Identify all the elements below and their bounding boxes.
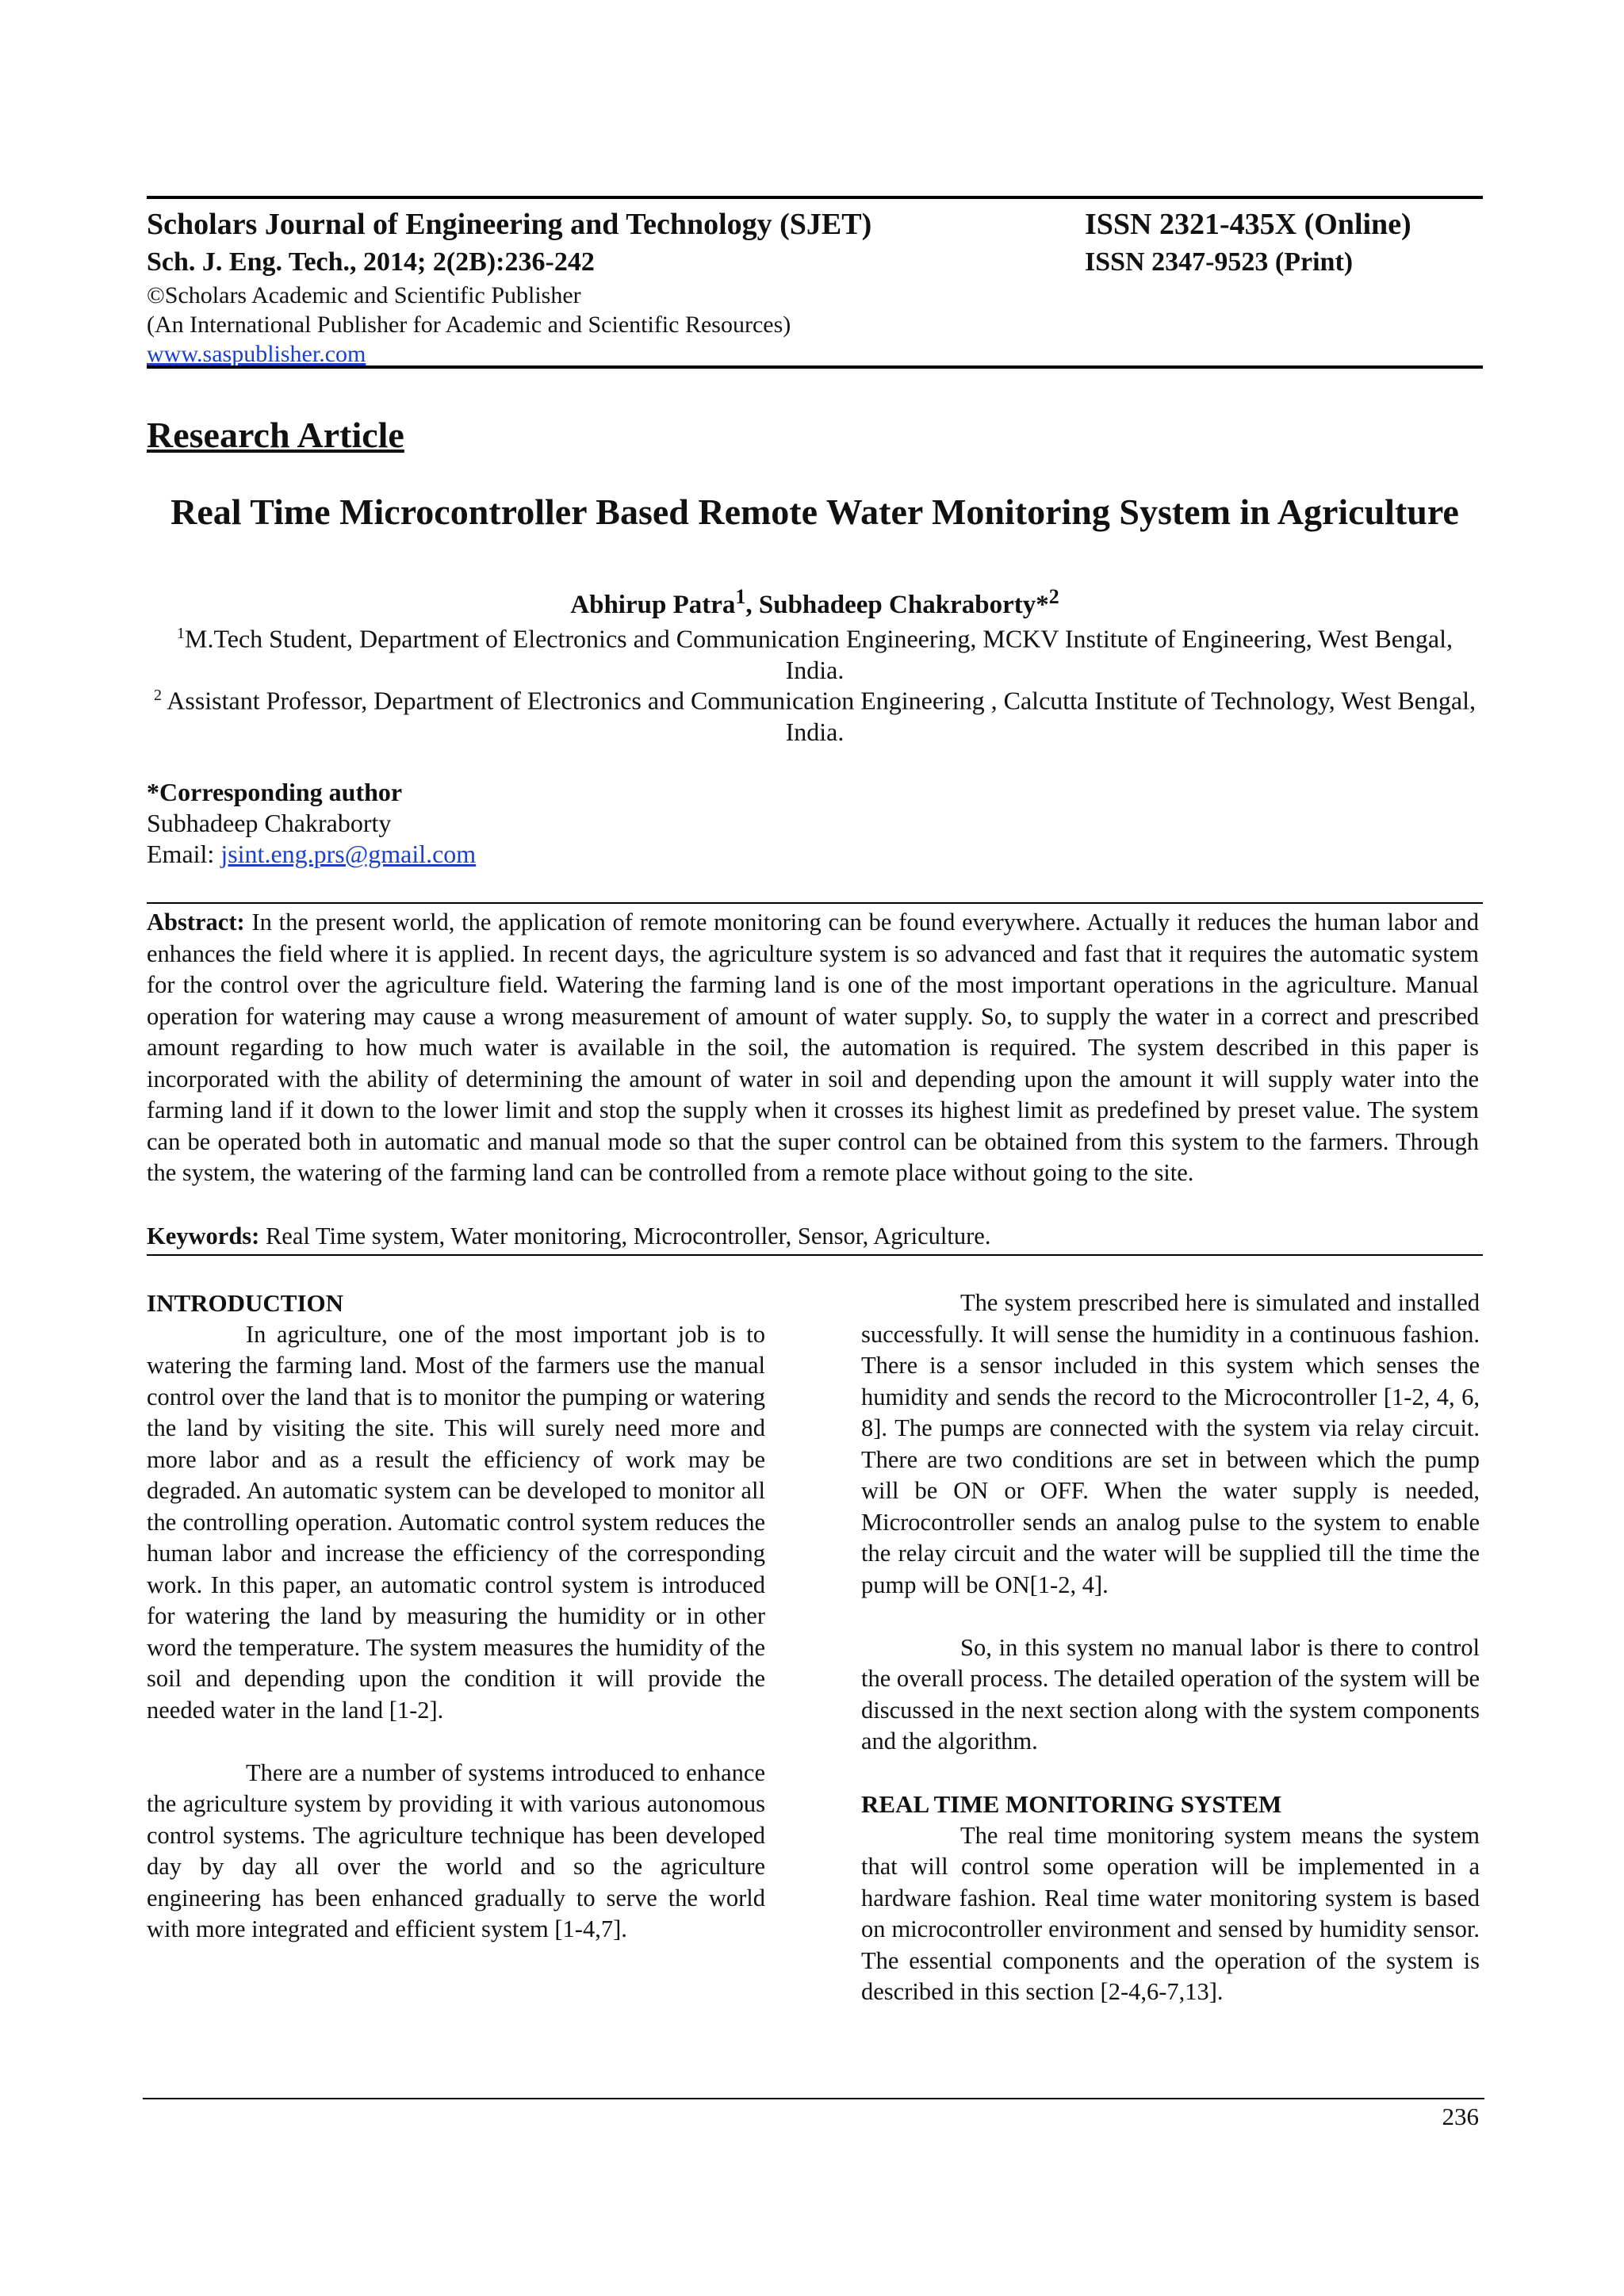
publisher-website-link[interactable]: www.saspublisher.com — [147, 341, 366, 367]
header-top-rule — [147, 196, 1483, 199]
right-paragraph-3: The real time monitoring system means the system that will control some operation will be implemented in a hardware fashion. Real time water monitoring system is based on microcontroller environment and sensed by humidity sensor. The essential components and the operation of the system is described in this section [2-4,6-7,13]. — [861, 1821, 1480, 2005]
author-affil-mark: 2 — [1048, 585, 1059, 608]
right-column — [861, 1288, 1480, 2008]
email-label: Email: — [147, 840, 221, 868]
article-type: Research Article — [147, 415, 404, 455]
keywords-text: Real Time system, Water monitoring, Microcontroller, Sensor, Agriculture. — [259, 1223, 991, 1249]
abstract-text: In the present world, the application of remote monitoring can be found everywhere. Actually it reduces the human labor and enhances the field where it is applied. In recent days, the agriculture system is so advanced and fast that it requires the automatic system for the control over the agriculture field. Watering the farming land is one of the most important operations in the agriculture. Manual operation for watering may cause a wrong measurement of amount of water supply. So, to supply the water in a correct and prescribed amount regarding to how much water is available in the soil, the automation is required. The system described in this paper is incorporated with the ability of determining the amount of water in soil and depending upon the amount it will supply water into the farming land if it down to the lower limit and stop the supply when it crosses its highest limit as predefined by preset value. The system can be operated both in automatic and manual mode so that the super control can be obtained from this system to the farmers. Through the system, the watering of the farming land can be controlled from a remote place without going to the site. — [147, 909, 1479, 1186]
journal-title: Scholars Journal of Engineering and Technology (SJET) — [147, 208, 872, 241]
intro-paragraph-2: There are a number of systems introduced to enhance the agriculture system by providing it with various autonomous control systems. The agriculture technique has been developed day by day all over the world and so the agriculture engineering has been enhanced gradually to serve the world with more integrated and efficient system [1-4,7]. — [147, 1758, 765, 1942]
header-bottom-rule — [147, 365, 1483, 369]
publisher: ©Scholars Academic and Scientific Publisher — [147, 282, 581, 308]
publisher-description: (An International Publisher for Academic and Scientific Resources) — [147, 312, 791, 338]
issn-online: ISSN 2321-435X (Online) — [1085, 208, 1411, 241]
corresponding-author — [147, 777, 476, 870]
right-paragraph-1: The system prescribed here is simulated and installed successfully. It will sense the humidity in a continuous fashion. There is a sensor included in this system which senses the humidity and sends the record to the Microcontroller [1-2, 4, 6, 8]. The pumps are connected with the system via relay circuit. There are two conditions are set in between which the pump will be ON or OFF. When the water supply is needed, Microcontroller sends an analog pulse to the system to enable the relay circuit and the water will be supplied till the time the pump will be ON[1-2, 4]. — [861, 1289, 1480, 1598]
author-list — [147, 577, 1483, 625]
affiliation-text: M.Tech Student, Department of Electronics and Communication Engineering, MCKV Institute of Engineering, West Bengal, India. — [185, 624, 1453, 684]
journal-citation: Sch. J. Eng. Tech., 2014; 2(2B):236-242 — [147, 247, 595, 277]
issn-print: ISSN 2347-9523 (Print) — [1085, 247, 1354, 277]
monitoring-system-heading: REAL TIME MONITORING SYSTEM — [861, 1790, 1282, 1818]
email-link[interactable]: jsint.eng.prs@gmail.com — [220, 840, 477, 868]
affiliation-mark: 1 — [177, 625, 185, 642]
author-name: Subhadeep Chakraborty* — [758, 591, 1049, 619]
right-paragraph-2: So, in this system no manual labor is there to control the overall process. The detailed operation of the system will be discussed in the next section along with the system components and the algorithm. — [861, 1633, 1480, 1755]
abstract-label: Abstract: — [147, 909, 245, 936]
page-number: 236 — [1442, 2103, 1479, 2130]
corresponding-label: *Corresponding author — [147, 778, 403, 806]
author-separator: , — [745, 591, 759, 619]
keywords — [147, 1221, 990, 1252]
journal-header — [147, 205, 1059, 369]
author-name: Abhirup Patra — [570, 591, 736, 619]
affiliation-text: Assistant Professor, Department of Electronics and Communication Engineering , Calcutta Institute of Technology, West Bengal, India. — [162, 686, 1476, 746]
author-affil-mark: 1 — [735, 585, 746, 608]
abstract-bottom-rule — [147, 1254, 1483, 1256]
affiliation-1 — [147, 618, 1483, 686]
left-column — [147, 1288, 765, 1946]
corresponding-name: Subhadeep Chakraborty — [147, 809, 392, 837]
affiliation-mark: 2 — [154, 687, 163, 704]
intro-paragraph-1: In agriculture, one of the most important job is to watering the farming land. Most of the farmers use the manual control over the land that is to monitor the pumping or watering the land by visiting the site. This will surely need more and more labor and as a result the efficiency of work may be degraded. An automatic system can be developed to monitor all the controlling operation. Automatic control system reduces the human labor and increase the efficiency of the corresponding work. In this paper, an automatic control system is introduced for watering the land by measuring the humidity or in other word the temperature. The system measures the humidity of the soil and depending upon the condition it will provide the needed water in the land [1-2]. — [147, 1320, 765, 1724]
keywords-label: Keywords: — [147, 1223, 260, 1249]
introduction-heading: INTRODUCTION — [147, 1289, 344, 1317]
abstract — [147, 907, 1479, 1189]
issn-block — [1085, 205, 1497, 281]
footer-rule — [143, 2098, 1484, 2099]
abstract-top-rule — [147, 902, 1483, 904]
paper-title: Real Time Microcontroller Based Remote Water Monitoring System in Agriculture — [170, 492, 1459, 532]
affiliation-2 — [147, 680, 1483, 748]
